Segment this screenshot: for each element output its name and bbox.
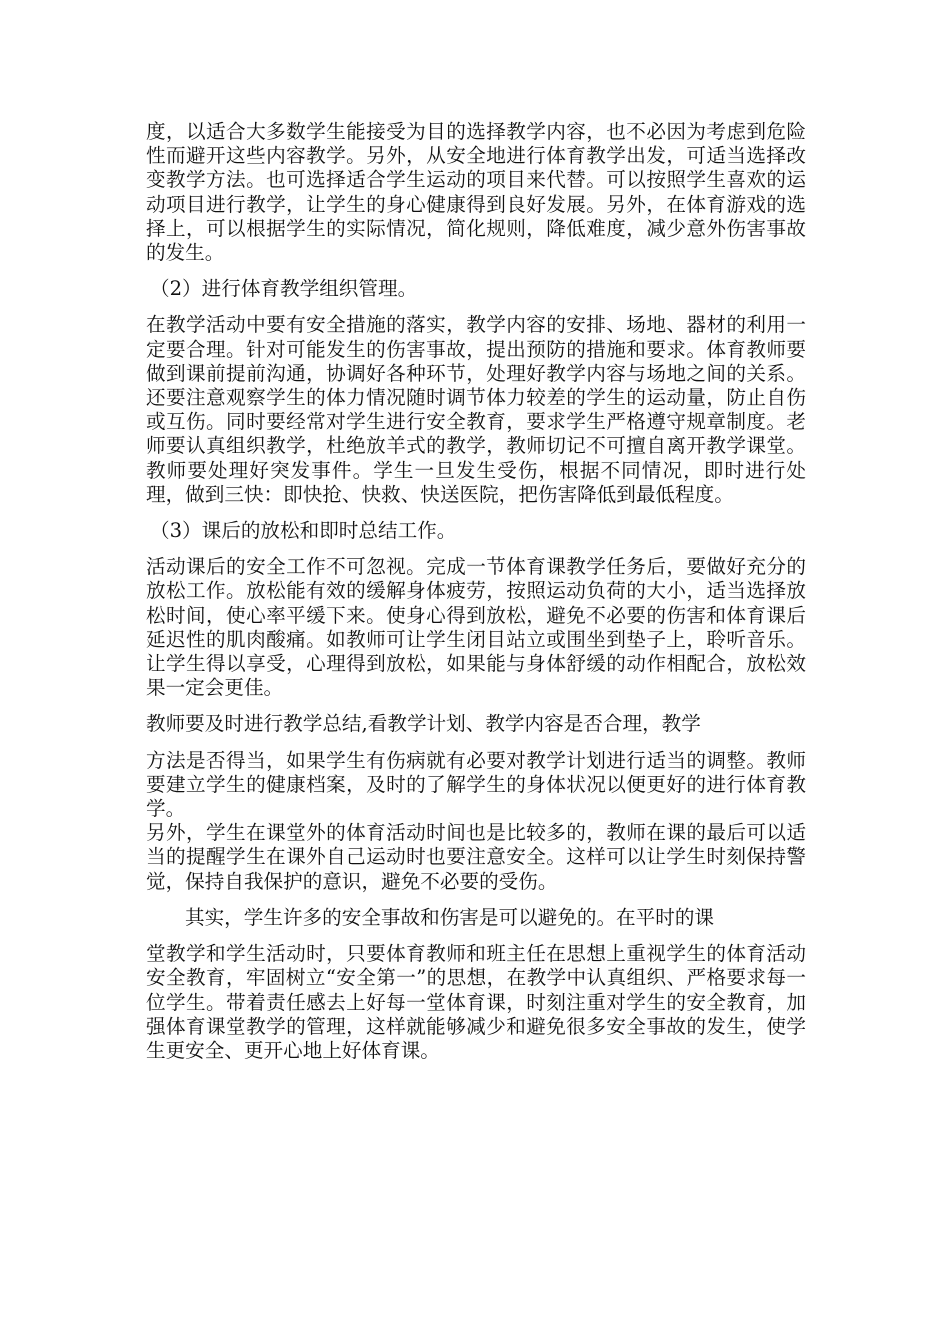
paragraph-summary-line1: 教师要及时进行教学总结,看教学计划、教学内容是否合理，教学 [146, 712, 701, 736]
paragraph-conclusion-line1: 其实，学生许多的安全事故和伤害是可以避免的。在平时的课 [185, 905, 715, 929]
paragraph-summary-rest: 方法是否得当，如果学生有伤病就有必要对教学计划进行适当的调整。教师要建立学生的健康档案，及时的了解学生的身体状况以便更好的进行体育教学。 [146, 748, 806, 821]
heading-relaxation-summary: （3）课后的放松和即时总结工作。 [150, 519, 457, 543]
paragraph-teaching-content: 度，以适合大多数学生能接受为目的选择教学内容，也不必因为考虑到危险性而避开这些内容教学。另外，从安全地进行体育教学出发，可适当选择改变教学方法。也可选择适合学生运动的项目来代替。可以按照学生喜欢的运动项目进行教学，让学生的身心健康得到良好发展。另外，在体育游戏的选择上，可以根据学生的实际情况，简化规则，降低难度，减少意外伤害事故的发生。 [146, 120, 806, 265]
heading-organization-management: （2）进行体育教学组织管理。 [150, 277, 418, 301]
paragraph-relaxation: 活动课后的安全工作不可忽视。完成一节体育课教学任务后，要做好充分的放松工作。放松能有效的缓解身体疲劳，按照运动负荷的大小，适当选择放松时间，使心率平缓下来。使身心得到放松，避免不必要的伤害和体育课后延迟性的肌肉酸痛。如教师可让学生闭目站立或围坐到垫子上，聆听音乐。让学生得以享受，心理得到放松，如果能与身体舒缓的动作相配合，放松效果一定会更佳。 [146, 555, 806, 700]
paragraph-organization-management: 在教学活动中要有安全措施的落实，教学内容的安排、场地、器材的利用一定要合理。针对可能发生的伤害事故，提出预防的措施和要求。体育教师要做到课前提前沟通，协调好各种环节，处理好教学内容与场地之间的关系。还要注意观察学生的体力情况随时调节体力较差的学生的运动量，防止自伤或互伤。同时要经常对学生进行安全教育，要求学生严格遵守规章制度。老师要认真组织教学，杜绝放羊式的教学，教师切记不可擅自离开教学课堂。教师要处理好突发事件。学生一旦发生受伤，根据不同情况，即时进行处理，做到三快：即快抢、快救、快送医院，把伤害降低到最低程度。 [146, 313, 806, 506]
document-page [146, 120, 806, 1063]
paragraph-outside-class: 另外，学生在课堂外的体育活动时间也是比较多的，教师在课的最后可以适当的提醒学生在课外自己运动时也要注意安全。这样可以让学生时刻保持警觉，保持自我保护的意识，避免不必要的受伤。 [146, 821, 806, 893]
paragraph-conclusion-rest: 堂教学和学生活动时，只要体育教师和班主任在思想上重视学生的体育活动安全教育，牢固树立“安全第一”的思想，在教学中认真组织、严格要求每一位学生。带着责任感去上好每一堂体育课，时刻注重对学生的安全教育，加强体育课堂教学的管理，这样就能够减少和避免很多安全事故的发生，使学生更安全、更开心地上好体育课。 [146, 942, 806, 1062]
